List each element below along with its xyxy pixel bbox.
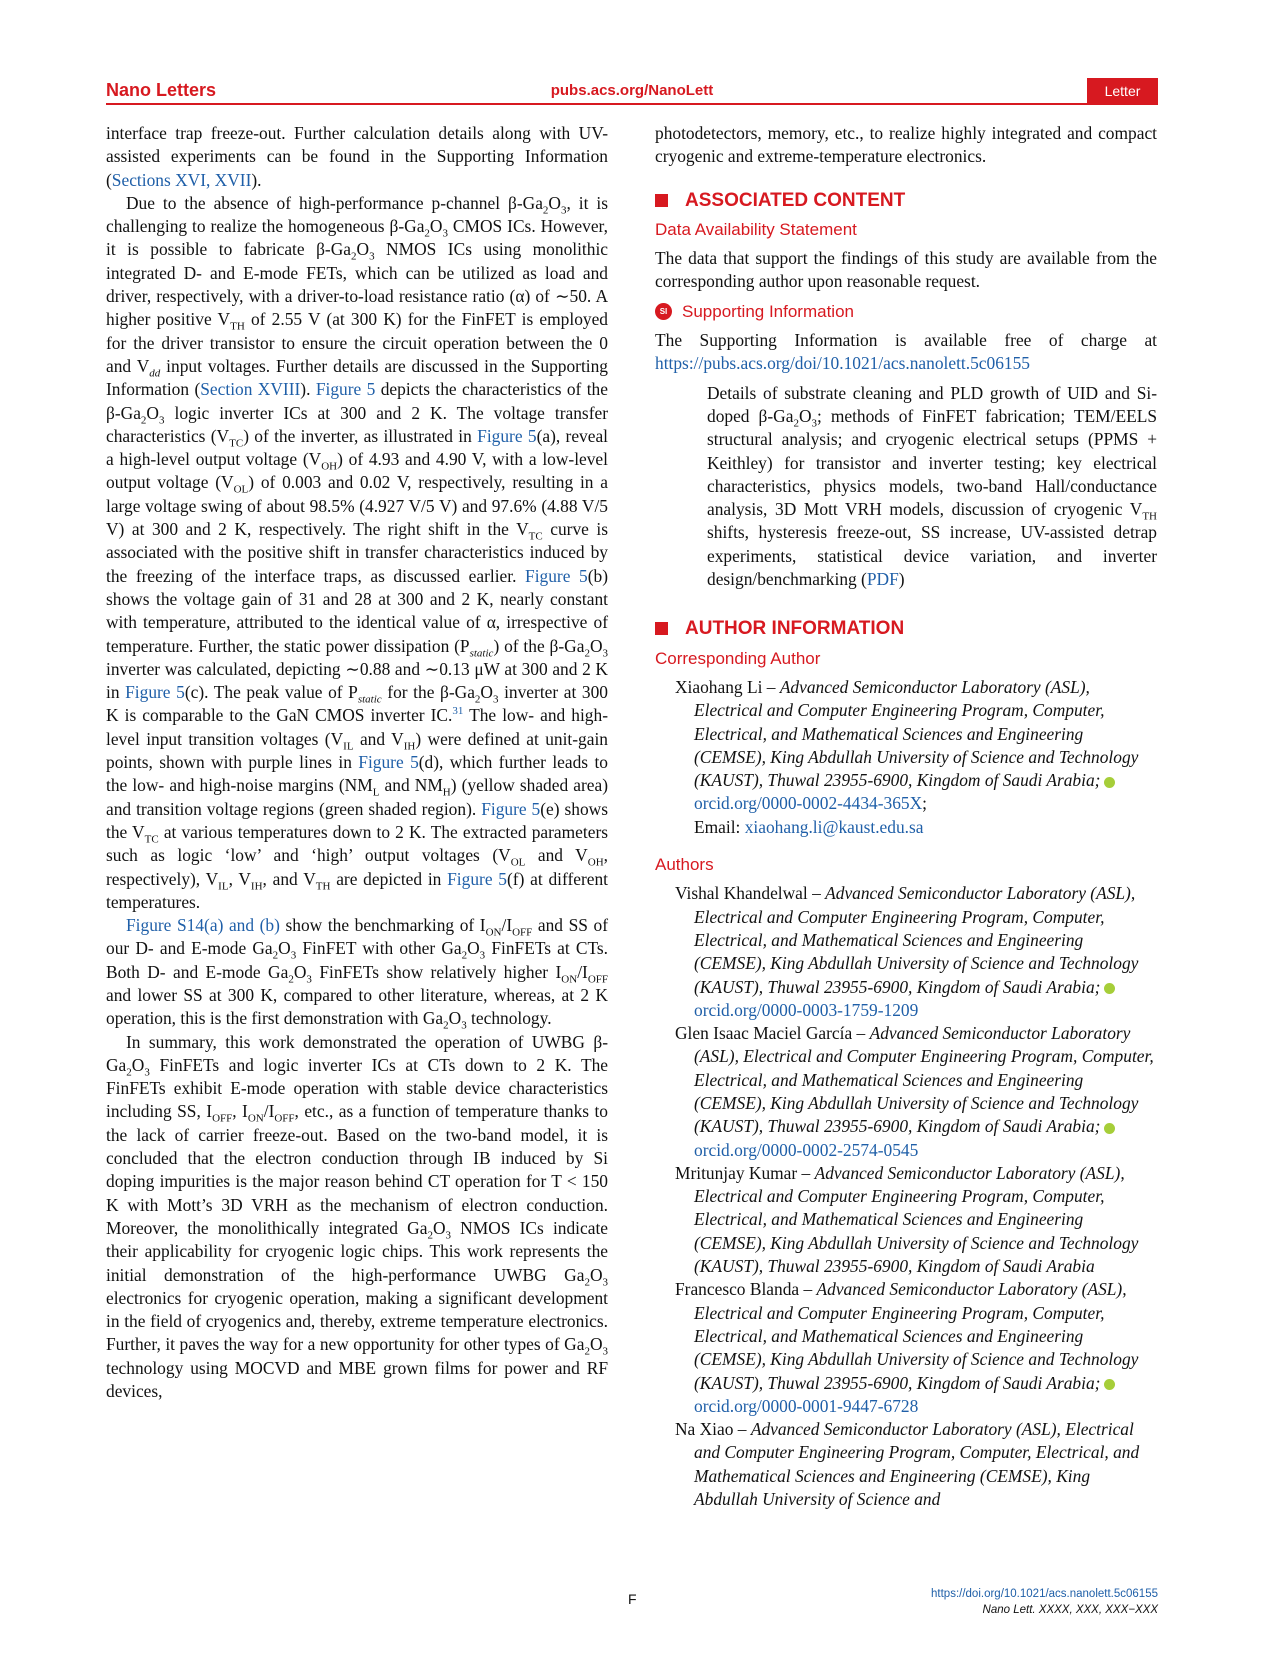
author-entry: Francesco Blanda – Advanced Semiconductor Laboratory (ASL), Electrical and Computer Engineering Program, Computer, Electrical, and Mathematical Sciences and Engineering (CEMSE), King Abdullah University of Science and Technology (KAUST), Thuwal 23955-6900, Kingdom of Saudi Arabia;orcid.org/0000-0001-9447-6728: [675, 1279, 1139, 1416]
author-name[interactable]: Na Xiao: [675, 1419, 734, 1440]
si-section-link[interactable]: Section XVIII: [200, 379, 301, 400]
figure-link[interactable]: Figure 5: [481, 798, 541, 819]
paragraph: In summary, this work demonstrated the operation of UWBG $\beta-Ga_2O_3$ FinFETs and logic inverter ICs at CTs down to 2 K. The FinFETs exhibit E-mode operation with stable device characteristics including SS, $I_{OFF}$, $I_{ON}/I_{OFF}$, etc., as a function of temperature thanks to the lack of carrier freeze-out. Based on the two-band model, it is concluded that the electron conduction through IB induced by Si doping impurities is the major reason behind CT operation for T < 150 K with Mott’s 3D VRH as the mechanism of electron conduction. Moreover, the monolithically integrated $Ga_2O_3$ NMOS ICs indicate their applicability for cryogenic logic chips. This work represents the initial demonstration of the high-performance UWBG $Ga_2O_3$ electronics for cryogenic operation, making a significant development in the field of cryogenics and, thereby, extreme temperature electronics. Further, it paves the way for a new opportunity for other types of $Ga_2O_3$ technology using MOCVD and MBE grown films for power and RF devices,: [106, 1031, 608, 1402]
figure-link[interactable]: Figure 5: [358, 752, 419, 773]
author-name[interactable]: Francesco Blanda: [675, 1279, 800, 1300]
section-square-icon: [655, 194, 668, 207]
journal-title[interactable]: Nano Letters: [106, 80, 217, 100]
subheading-data-availability: Data Availability Statement: [655, 219, 857, 239]
figure-link[interactable]: Figure 5: [447, 868, 507, 889]
section-heading-author-information: AUTHOR INFORMATION: [655, 617, 1157, 640]
orcid-icon: [1104, 1379, 1115, 1390]
author-entry: Na Xiao – Advanced Semiconductor Laboratory (ASL), Electrical and Computer Engineering Program, Computer, Electrical, and Mathematical Sciences and Engineering (CEMSE), King Abdullah University of Science and: [675, 1419, 1140, 1510]
data-availability-text: The data that support the findings of this study are available from the corresponding author upon reasonable request.: [655, 248, 1157, 292]
supporting-info-url[interactable]: https://pubs.acs.org/doi/10.1021/acs.nanolett.5c06155: [655, 353, 1030, 374]
section-heading-associated-content: ASSOCIATED CONTENT: [655, 189, 1157, 212]
orcid-icon: [1104, 1123, 1115, 1134]
paragraph: interface trap freeze-out. Further calculation details along with UV-assisted experiments can be found in the Supporting Information (Sections XVI, XVII).: [106, 123, 608, 190]
corresponding-author-entry: Xiaohang Li – Advanced Semiconductor Laboratory (ASL), Electrical and Computer Engineering Program, Computer, Electrical, and Mathematical Sciences and Engineering (CEMSE), King Abdullah University of Science and Technology (KAUST), Thuwal 23955-6900, Kingdom of Saudi Arabia;orcid.org/0000-0002-4434-365X; Email: xiaohang.li@kaust.edu.sa: [675, 676, 1139, 837]
footer-citation: Nano Lett. XXXX, XXX, XXX−XXX: [982, 1604, 1158, 1616]
page-number: F: [628, 1591, 637, 1607]
paragraph: Due to the absence of high-performance p-channel $\beta-Ga_2O_3$, it is challenging to realize the homogeneous $\beta-Ga_2O_3$ CMOS ICs. However, it is possible to fabricate $\beta-Ga_2O_3$ NMOS ICs using monolithic integrated D- and E-mode FETs, which can be utilized as load and driver, respectively, with a driver-to-load resistance ratio (α) of ∼50. A higher positive $V_{TH}$ of 2.55 V (at 300 K) for the FinFET is employed for the driver transistor to ensure the circuit operation between the 0 and $V_{dd}$ input voltages. Further details are discussed in the Supporting Information (Section XVIII). Figure 5 depicts the characteristics of the $\beta-Ga_2O_3$ logic inverter ICs at 300 and 2 K. The voltage transfer characteristics $(V_{TC})$ of the inverter, as illustrated in Figure 5(a), reveal a high-level output voltage $(V_{OH})$ of 4.93 and 4.90 V, with a low-level output voltage $(V_{OL})$ of 0.003 and 0.02 V, respectively, resulting in a large voltage swing of about 98.5% (4.927 V/5 V) and 97.6% (4.88 V/5 V) at 300 and 2 K, respectively. The right shift in the $V_{TC}$ curve is associated with the positive shift in transfer characteristics induced by the freezing of the interface traps, as discussed earlier. Figure 5(b) shows the voltage gain of 31 and 28 at 300 and 2 K, nearly constant with temperature, attributed to the identical value of α, irrespective of temperature. Further, the static power dissipation $(P_{static})$ of the $\beta-Ga_2O_3$ inverter was calculated, depicting ∼0.88 and ∼0.13 μW at 300 and 2 K in Figure 5(c). The peak value of $P_{static}$ for the $\beta-Ga_2O_3$ inverter at 300 K is comparable to the GaN CMOS inverter IC.$^{31}$ The low- and high-level input transition voltages ($V_{IL}$ and $V_{IH}$) were defined at unit-gain points, shown with purple lines in Figure 5(d), which further leads to the low- and high-noise margins ($NM_L$ and $NM_H$) (yellow shaded area) and transition voltage regions (green shaded region). Figure 5(e) shows the $V_{TC}$ at various temperatures down to 2 K. The extracted parameters such as logic ‘low’ and ‘high’ output voltages ($V_{OL}$ and $V_{OH}$, respectively), $V_{IL}$, $V_{IH}$, and $V_{TH}$ are depicted in Figure 5(f) at different temperatures.: [106, 192, 609, 912]
si-figure-link[interactable]: Figure S14(a) and (b): [126, 915, 280, 936]
orcid-link[interactable]: orcid.org/0000-0002-4434-365X: [694, 793, 923, 814]
article-type-badge: Letter: [1087, 78, 1158, 105]
author-name[interactable]: Mritunjay Kumar: [675, 1162, 798, 1183]
orcid-link[interactable]: orcid.org/0000-0002-2574-0545: [694, 1139, 919, 1160]
author-entry: Mritunjay Kumar – Advanced Semiconductor Laboratory (ASL), Electrical and Computer Engineering Program, Computer, Electrical, and Mathematical Sciences and Engineering (CEMSE), King Abdullah University of Science and Technology (KAUST), Thuwal 23955-6900, Kingdom of Saudi Arabia: [675, 1162, 1139, 1277]
subheading-supporting-information: SI Supporting Information: [655, 300, 1157, 323]
figure-link[interactable]: Figure 5: [125, 682, 185, 703]
supporting-info-description: Details of substrate cleaning and PLD growth of UID and Si-doped $\beta-Ga_2O_3$; methods of FinFET fabrication; TEM/EELS structural analysis; and cryogenic electrical setups (PPMS + Keithley) for transistor and inverter testing; key electrical characteristics, physics models, two-band Hall/conductance analysis, 3D Mott VRH models, discussion of cryogenic $V_{TH}$ shifts, hysteresis freeze-out, SS increase, UV-assisted detrap experiments, statistical device variation, and inverter design/benchmarking (PDF): [707, 382, 1158, 590]
footer-doi-link[interactable]: https://doi.org/10.1021/acs.nanolett.5c06155: [931, 1588, 1158, 1600]
supporting-info-icon: SI: [655, 303, 672, 320]
supporting-info-text: The Supporting Information is available free of charge at https://pubs.acs.org/doi/10.1021/acs.nanolett.5c06155: [655, 330, 1157, 374]
paragraph: photodetectors, memory, etc., to realize highly integrated and compact cryogenic and extreme-temperature electronics.: [655, 123, 1157, 167]
figure-link[interactable]: Figure 5: [525, 565, 588, 586]
orcid-icon: [1104, 983, 1115, 994]
subheading-corresponding-author: Corresponding Author: [655, 648, 821, 668]
author-name[interactable]: Glen Isaac Maciel García: [675, 1023, 853, 1044]
orcid-link[interactable]: orcid.org/0000-0001-9447-6728: [694, 1395, 919, 1416]
pdf-link[interactable]: PDF: [866, 569, 899, 590]
email-link[interactable]: xiaohang.li@kaust.edu.sa: [744, 816, 924, 837]
journal-site-link[interactable]: pubs.acs.org/NanoLett: [550, 82, 714, 99]
figure-link[interactable]: Figure 5: [477, 425, 537, 446]
si-sections-link[interactable]: Sections XVI, XVII: [111, 169, 252, 190]
author-name[interactable]: Xiaohang Li: [675, 676, 763, 697]
orcid-link[interactable]: orcid.org/0000-0003-1759-1209: [694, 999, 919, 1020]
author-entry: Vishal Khandelwal – Advanced Semiconductor Laboratory (ASL), Electrical and Computer Engineering Program, Computer, Electrical, and Mathematical Sciences and Engineering (CEMSE), King Abdullah University of Science and Technology (KAUST), Thuwal 23955-6900, Kingdom of Saudi Arabia;orcid.org/0000-0003-1759-1209: [675, 883, 1139, 1020]
author-entry: Glen Isaac Maciel García – Advanced Semiconductor Laboratory (ASL), Electrical and Computer Engineering Program, Computer, Electrical, and Mathematical Sciences and Engineering (CEMSE), King Abdullah University of Science and Technology (KAUST), Thuwal 23955-6900, Kingdom of Saudi Arabia;orcid.org/0000-0002-2574-0545: [675, 1023, 1154, 1160]
figure-link[interactable]: Figure 5: [315, 379, 376, 400]
author-name[interactable]: Vishal Khandelwal: [675, 883, 808, 904]
page-header: [106, 78, 1158, 106]
header-rule: [106, 103, 1158, 105]
orcid-icon: [1104, 777, 1115, 788]
section-square-icon: [655, 622, 668, 635]
paragraph: Figure S14(a) and (b) show the benchmarking of $I_{ON}/I_{OFF}$ and SS of our D- and E-mode $Ga_2O_3$ FinFET with other $Ga_2O_3$ FinFETs at CTs. Both D- and E-mode $Ga_2O_3$ FinFETs show relatively higher $I_{ON}/I_{OFF}$ and lower SS at 300 K, compared to other literature, whereas, at 2 K operation, this is the first demonstration with $Ga_2O_3$ technology.: [106, 915, 608, 1032]
subheading-authors: Authors: [655, 855, 714, 875]
left-column: [106, 122, 608, 1403]
right-column: [655, 122, 1157, 1511]
reference-link[interactable]: 31: [452, 705, 464, 718]
